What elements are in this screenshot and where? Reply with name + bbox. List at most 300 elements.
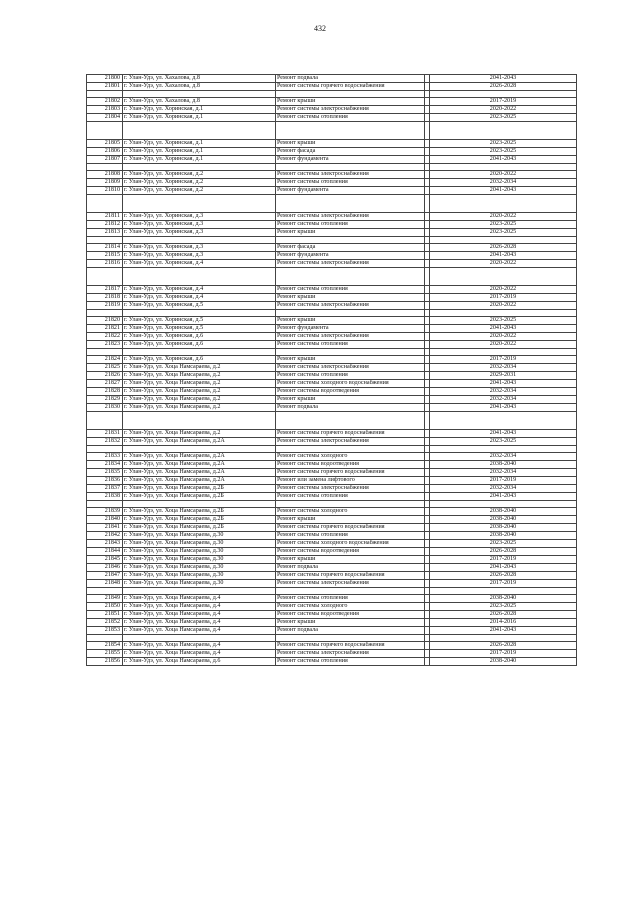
spacer-cell xyxy=(430,310,577,317)
spacer-cell xyxy=(430,164,577,171)
row-period: 2038-2040 xyxy=(430,461,577,469)
row-address: г. Улан-Удэ, ул. Хоринская, д.5 xyxy=(123,317,276,325)
row-address: г. Улан-Удэ, ул. Хоринская, д.5 xyxy=(123,325,276,333)
table-row xyxy=(87,140,577,148)
row-period: 2026-2028 xyxy=(430,572,577,580)
row-work-type: Ремонт системы холодного водоснабжения xyxy=(276,540,425,548)
table-row xyxy=(87,260,577,268)
row-address: г. Улан-Удэ, ул. Хоринская, д.3 xyxy=(123,229,276,237)
table-row xyxy=(87,372,577,380)
table-row xyxy=(87,572,577,580)
row-work-type: Ремонт системы электроснабжения xyxy=(276,106,425,114)
table-row xyxy=(87,611,577,619)
row-period: 2017-2019 xyxy=(430,556,577,564)
spacer-cell xyxy=(87,310,123,317)
row-address: г. Улан-Удэ, ул. Хоца Намсараева, д.2 xyxy=(123,372,276,380)
table-row xyxy=(87,658,577,666)
row-work-type: Ремонт системы отопления xyxy=(276,114,425,122)
row-number: 21829 xyxy=(87,396,123,404)
row-period: 2026-2028 xyxy=(430,83,577,91)
row-period: 2041-2043 xyxy=(430,187,577,195)
row-number: 21843 xyxy=(87,540,123,548)
row-number: 21848 xyxy=(87,580,123,588)
row-address: г. Улан-Удэ, ул. Хоринская, д.6 xyxy=(123,341,276,349)
spacer-cell xyxy=(276,635,425,642)
row-work-type: Ремонт фундамента xyxy=(276,156,425,164)
row-number: 21837 xyxy=(87,485,123,493)
row-work-type: Ремонт подвала xyxy=(276,564,425,572)
row-work-type: Ремонт подвала xyxy=(276,75,425,83)
row-period: 2038-2040 xyxy=(430,508,577,516)
row-period: 2020-2022 xyxy=(430,286,577,294)
row-period: 2041-2043 xyxy=(430,380,577,388)
row-work-type: Ремонт системы водоотведения xyxy=(276,548,425,556)
row-work-type: Ремонт крыши xyxy=(276,619,425,627)
row-work-type: Ремонт системы электроснабжения xyxy=(276,302,425,310)
row-work-type: Ремонт или замена лифтового xyxy=(276,477,425,485)
spacer-cell xyxy=(430,349,577,356)
row-address: г. Улан-Удэ, ул. Хоринская, д.4 xyxy=(123,260,276,268)
spacer-cell xyxy=(430,237,577,244)
table-row xyxy=(87,595,577,603)
row-period: 2032-2034 xyxy=(430,453,577,461)
table-row xyxy=(87,286,577,294)
row-period: 2020-2022 xyxy=(430,333,577,341)
row-address: г. Улан-Удэ, ул. Хоца Намсараева, д.2 xyxy=(123,388,276,396)
table-row xyxy=(87,156,577,164)
row-address: г. Улан-Удэ, ул. Хоринская, д.4 xyxy=(123,286,276,294)
row-work-type: Ремонт системы отопления xyxy=(276,221,425,229)
row-period: 2014-2016 xyxy=(430,619,577,627)
table-row xyxy=(87,548,577,556)
row-number: 21842 xyxy=(87,532,123,540)
row-period: 2023-2025 xyxy=(430,148,577,156)
table-row xyxy=(87,430,577,438)
spacer-cell xyxy=(430,501,577,508)
row-address: г. Улан-Удэ, ул. Хоца Намсараева, д.4 xyxy=(123,642,276,650)
row-period: 2026-2028 xyxy=(430,611,577,619)
row-period: 2017-2019 xyxy=(430,98,577,106)
table-row xyxy=(87,438,577,446)
row-work-type: Ремонт фасада xyxy=(276,148,425,156)
spacer-cell xyxy=(87,237,123,244)
row-number: 21822 xyxy=(87,333,123,341)
row-work-type: Ремонт подвала xyxy=(276,627,425,635)
row-period: 2020-2022 xyxy=(430,302,577,310)
row-address: г. Улан-Удэ, ул. Хоца Намсараева, д.30 xyxy=(123,540,276,548)
row-period: 2020-2022 xyxy=(430,106,577,114)
row-work-type: Ремонт системы холодного водоснабжения xyxy=(276,380,425,388)
row-address: г. Улан-Удэ, ул. Хоца Намсараева, д.2Б xyxy=(123,493,276,501)
spacer-cell xyxy=(87,412,123,430)
row-work-type: Ремонт системы отопления xyxy=(276,372,425,380)
row-period: 2017-2019 xyxy=(430,477,577,485)
row-number: 21836 xyxy=(87,477,123,485)
row-address: г. Улан-Удэ, ул. Хоринская, д.1 xyxy=(123,106,276,114)
row-number: 21809 xyxy=(87,179,123,187)
row-period: 2038-2040 xyxy=(430,658,577,666)
spacer-cell xyxy=(276,501,425,508)
row-period: 2032-2034 xyxy=(430,179,577,187)
spacer-row xyxy=(87,310,577,317)
row-period: 2023-2025 xyxy=(430,114,577,122)
row-period: 2038-2040 xyxy=(430,595,577,603)
row-work-type: Ремонт крыши xyxy=(276,516,425,524)
spacer-cell xyxy=(430,635,577,642)
row-work-type: Ремонт системы электроснабжения xyxy=(276,650,425,658)
row-address: г. Улан-Удэ, ул. Хоца Намсараева, д.2А xyxy=(123,477,276,485)
row-number: 21814 xyxy=(87,244,123,252)
table-row xyxy=(87,333,577,341)
spacer-cell xyxy=(276,349,425,356)
table-row xyxy=(87,244,577,252)
table-row xyxy=(87,404,577,412)
row-number: 21824 xyxy=(87,356,123,364)
row-number: 21844 xyxy=(87,548,123,556)
row-work-type: Ремонт фундамента xyxy=(276,252,425,260)
spacer-row xyxy=(87,635,577,642)
row-address: г. Улан-Удэ, ул. Хоринская, д.3 xyxy=(123,244,276,252)
row-number: 21802 xyxy=(87,98,123,106)
spacer-cell xyxy=(276,91,425,98)
row-address: г. Улан-Удэ, ул. Хоринская, д.6 xyxy=(123,356,276,364)
row-period: 2041-2043 xyxy=(430,252,577,260)
row-work-type: Ремонт системы отопления xyxy=(276,286,425,294)
row-address: г. Улан-Удэ, ул. Хоца Намсараева, д.2 xyxy=(123,396,276,404)
spacer-row xyxy=(87,501,577,508)
spacer-cell xyxy=(430,91,577,98)
row-address: г. Улан-Удэ, ул. Хоринская, д.1 xyxy=(123,140,276,148)
row-number: 21854 xyxy=(87,642,123,650)
row-period: 2023-2025 xyxy=(430,603,577,611)
table-row xyxy=(87,356,577,364)
spacer-row xyxy=(87,91,577,98)
row-address: г. Улан-Удэ, ул. Хоца Намсараева, д.2Б xyxy=(123,524,276,532)
spacer-cell xyxy=(276,237,425,244)
table-row xyxy=(87,477,577,485)
spacer-cell xyxy=(123,164,276,171)
spacer-cell xyxy=(123,588,276,595)
table-row xyxy=(87,75,577,83)
row-number: 21804 xyxy=(87,114,123,122)
row-period: 2020-2022 xyxy=(430,213,577,221)
row-work-type: Ремонт фундамента xyxy=(276,187,425,195)
row-work-type: Ремонт крыши xyxy=(276,98,425,106)
row-address: г. Улан-Удэ, ул. Хоца Намсараева, д.2А xyxy=(123,453,276,461)
row-number: 21826 xyxy=(87,372,123,380)
row-address: г. Улан-Удэ, ул. Хоринская, д.5 xyxy=(123,302,276,310)
row-number: 21856 xyxy=(87,658,123,666)
table-row xyxy=(87,469,577,477)
spacer-cell xyxy=(276,164,425,171)
table-row xyxy=(87,98,577,106)
row-address: г. Улан-Удэ, ул. Хоринская, д.2 xyxy=(123,171,276,179)
row-address: г. Улан-Удэ, ул. Хоца Намсараева, д.30 xyxy=(123,556,276,564)
row-number: 21833 xyxy=(87,453,123,461)
table-row xyxy=(87,516,577,524)
row-address: г. Улан-Удэ, ул. Хоца Намсараева, д.6 xyxy=(123,658,276,666)
row-period: 2026-2028 xyxy=(430,642,577,650)
row-number: 21831 xyxy=(87,430,123,438)
row-period: 2029-2031 xyxy=(430,372,577,380)
row-address: г. Улан-Удэ, ул. Хоца Намсараева, д.30 xyxy=(123,548,276,556)
row-work-type: Ремонт системы холодного xyxy=(276,508,425,516)
row-number: 21841 xyxy=(87,524,123,532)
spacer-cell xyxy=(87,349,123,356)
row-period: 2041-2043 xyxy=(430,404,577,412)
row-number: 21816 xyxy=(87,260,123,268)
spacer-row xyxy=(87,446,577,453)
row-number: 21819 xyxy=(87,302,123,310)
row-work-type: Ремонт системы горячего водоснабжения xyxy=(276,469,425,477)
spacer-cell xyxy=(87,635,123,642)
row-number: 21810 xyxy=(87,187,123,195)
row-number: 21835 xyxy=(87,469,123,477)
row-number: 21834 xyxy=(87,461,123,469)
row-address: г. Улан-Удэ, ул. Хахалова, д.8 xyxy=(123,98,276,106)
spacer-cell xyxy=(87,268,123,286)
table-row xyxy=(87,179,577,187)
spacer-cell xyxy=(276,122,425,140)
row-number: 21806 xyxy=(87,148,123,156)
spacer-cell xyxy=(87,122,123,140)
spacer-row xyxy=(87,588,577,595)
row-address: г. Улан-Удэ, ул. Хоца Намсараева, д.30 xyxy=(123,532,276,540)
row-work-type: Ремонт системы электроснабжения xyxy=(276,333,425,341)
row-period: 2032-2034 xyxy=(430,388,577,396)
row-address: г. Улан-Удэ, ул. Хоринская, д.3 xyxy=(123,213,276,221)
row-number: 21849 xyxy=(87,595,123,603)
table-row xyxy=(87,461,577,469)
table-row xyxy=(87,213,577,221)
row-number: 21839 xyxy=(87,508,123,516)
row-work-type: Ремонт системы отопления xyxy=(276,493,425,501)
table-row xyxy=(87,317,577,325)
row-work-type: Ремонт системы электроснабжения xyxy=(276,438,425,446)
spacer-row xyxy=(87,122,577,140)
row-work-type: Ремонт системы электроснабжения xyxy=(276,364,425,372)
row-work-type: Ремонт системы отопления xyxy=(276,179,425,187)
row-address: г. Улан-Удэ, ул. Хоца Намсараева, д.2А xyxy=(123,461,276,469)
row-number: 21811 xyxy=(87,213,123,221)
spacer-cell xyxy=(87,91,123,98)
row-address: г. Улан-Удэ, ул. Хоца Намсараева, д.2 xyxy=(123,430,276,438)
spacer-cell xyxy=(430,588,577,595)
row-address: г. Улан-Удэ, ул. Хоца Намсараева, д.4 xyxy=(123,619,276,627)
repair-schedule-table xyxy=(86,74,577,666)
row-work-type: Ремонт системы отопления xyxy=(276,658,425,666)
spacer-cell xyxy=(87,588,123,595)
row-period: 2017-2019 xyxy=(430,580,577,588)
row-work-type: Ремонт крыши xyxy=(276,556,425,564)
spacer-cell xyxy=(87,195,123,213)
row-number: 21807 xyxy=(87,156,123,164)
table-row xyxy=(87,229,577,237)
row-work-type: Ремонт системы горячего водоснабжения xyxy=(276,572,425,580)
row-address: г. Улан-Удэ, ул. Хоца Намсараева, д.2Б xyxy=(123,508,276,516)
row-work-type: Ремонт крыши xyxy=(276,140,425,148)
row-address: г. Улан-Удэ, ул. Хоринская, д.2 xyxy=(123,187,276,195)
row-work-type: Ремонт системы горячего водоснабжения xyxy=(276,642,425,650)
row-period: 2041-2043 xyxy=(430,564,577,572)
row-address: г. Улан-Удэ, ул. Хоца Намсараева, д.4 xyxy=(123,595,276,603)
row-address: г. Улан-Удэ, ул. Хоца Намсараева, д.2А xyxy=(123,469,276,477)
spacer-row xyxy=(87,349,577,356)
table-row xyxy=(87,580,577,588)
row-work-type: Ремонт крыши xyxy=(276,229,425,237)
row-number: 21847 xyxy=(87,572,123,580)
spacer-cell xyxy=(123,237,276,244)
row-number: 21805 xyxy=(87,140,123,148)
row-work-type: Ремонт системы холодного xyxy=(276,603,425,611)
spacer-cell xyxy=(276,412,425,430)
spacer-cell xyxy=(123,501,276,508)
table-row xyxy=(87,148,577,156)
row-period: 2023-2025 xyxy=(430,221,577,229)
row-work-type: Ремонт системы водоотведения xyxy=(276,611,425,619)
row-period: 2041-2043 xyxy=(430,493,577,501)
row-period: 2017-2019 xyxy=(430,650,577,658)
table-row xyxy=(87,556,577,564)
row-work-type: Ремонт системы электроснабжения xyxy=(276,171,425,179)
table-body xyxy=(87,75,577,666)
row-number: 21818 xyxy=(87,294,123,302)
table-row xyxy=(87,341,577,349)
table-row xyxy=(87,252,577,260)
row-number: 21825 xyxy=(87,364,123,372)
spacer-row xyxy=(87,268,577,286)
spacer-row xyxy=(87,164,577,171)
table-row xyxy=(87,388,577,396)
row-period: 2026-2028 xyxy=(430,244,577,252)
spacer-cell xyxy=(123,195,276,213)
table-row xyxy=(87,294,577,302)
row-address: г. Улан-Удэ, ул. Хахалова, д.8 xyxy=(123,75,276,83)
row-address: г. Улан-Удэ, ул. Хоца Намсараева, д.4 xyxy=(123,611,276,619)
spacer-cell xyxy=(123,446,276,453)
table-row xyxy=(87,325,577,333)
row-work-type: Ремонт системы отопления xyxy=(276,532,425,540)
row-work-type: Ремонт крыши xyxy=(276,396,425,404)
row-period: 2023-2025 xyxy=(430,140,577,148)
page-number: 432 xyxy=(314,24,326,33)
row-address: г. Улан-Удэ, ул. Хоринская, д.1 xyxy=(123,114,276,122)
row-period: 2017-2019 xyxy=(430,294,577,302)
row-period: 2041-2043 xyxy=(430,627,577,635)
row-address: г. Улан-Удэ, ул. Хоца Намсараева, д.2Б xyxy=(123,516,276,524)
table-row xyxy=(87,485,577,493)
spacer-cell xyxy=(123,635,276,642)
row-work-type: Ремонт системы горячего водоснабжения xyxy=(276,83,425,91)
table-row xyxy=(87,532,577,540)
row-work-type: Ремонт системы электроснабжения xyxy=(276,485,425,493)
row-period: 2032-2034 xyxy=(430,469,577,477)
row-work-type: Ремонт системы электроснабжения xyxy=(276,260,425,268)
table-row xyxy=(87,302,577,310)
row-work-type: Ремонт системы водоотведения xyxy=(276,461,425,469)
row-address: г. Улан-Удэ, ул. Хахалова, д.8 xyxy=(123,83,276,91)
row-number: 21840 xyxy=(87,516,123,524)
row-period: 2020-2022 xyxy=(430,171,577,179)
table-row xyxy=(87,171,577,179)
spacer-cell xyxy=(276,195,425,213)
row-number: 21800 xyxy=(87,75,123,83)
spacer-cell xyxy=(276,588,425,595)
row-address: г. Улан-Удэ, ул. Хоца Намсараева, д.2 xyxy=(123,404,276,412)
spacer-cell xyxy=(430,268,577,286)
row-work-type: Ремонт системы отопления xyxy=(276,595,425,603)
row-period: 2038-2040 xyxy=(430,524,577,532)
table-row xyxy=(87,627,577,635)
row-number: 21832 xyxy=(87,438,123,446)
row-work-type: Ремонт системы холодного xyxy=(276,453,425,461)
table-row xyxy=(87,642,577,650)
row-address: г. Улан-Удэ, ул. Хоринская, д.4 xyxy=(123,294,276,302)
row-number: 21852 xyxy=(87,619,123,627)
row-number: 21828 xyxy=(87,388,123,396)
table-row xyxy=(87,83,577,91)
row-number: 21850 xyxy=(87,603,123,611)
row-number: 21801 xyxy=(87,83,123,91)
table-row xyxy=(87,540,577,548)
table-row xyxy=(87,221,577,229)
spacer-cell xyxy=(123,268,276,286)
row-period: 2038-2040 xyxy=(430,532,577,540)
table-row xyxy=(87,106,577,114)
table-row xyxy=(87,187,577,195)
row-number: 21803 xyxy=(87,106,123,114)
table-row xyxy=(87,650,577,658)
spacer-cell xyxy=(430,412,577,430)
row-work-type: Ремонт крыши xyxy=(276,317,425,325)
row-number: 21838 xyxy=(87,493,123,501)
row-number: 21851 xyxy=(87,611,123,619)
row-number: 21821 xyxy=(87,325,123,333)
row-period: 2038-2040 xyxy=(430,516,577,524)
row-number: 21827 xyxy=(87,380,123,388)
table-row xyxy=(87,453,577,461)
row-period: 2023-2025 xyxy=(430,317,577,325)
row-work-type: Ремонт крыши xyxy=(276,294,425,302)
row-period: 2041-2043 xyxy=(430,156,577,164)
table-row xyxy=(87,396,577,404)
spacer-cell xyxy=(123,412,276,430)
row-number: 21855 xyxy=(87,650,123,658)
spacer-cell xyxy=(430,195,577,213)
row-period: 2023-2025 xyxy=(430,438,577,446)
table-row xyxy=(87,619,577,627)
spacer-cell xyxy=(87,446,123,453)
spacer-cell xyxy=(123,91,276,98)
row-number: 21820 xyxy=(87,317,123,325)
table-row xyxy=(87,364,577,372)
table-row xyxy=(87,493,577,501)
spacer-cell xyxy=(276,310,425,317)
row-number: 21846 xyxy=(87,564,123,572)
row-address: г. Улан-Удэ, ул. Хоринская, д.3 xyxy=(123,221,276,229)
table-row xyxy=(87,564,577,572)
row-address: г. Улан-Удэ, ул. Хоца Намсараева, д.2А xyxy=(123,438,276,446)
row-address: г. Улан-Удэ, ул. Хоца Намсараева, д.2Б xyxy=(123,485,276,493)
row-address: г. Улан-Удэ, ул. Хоца Намсараева, д.30 xyxy=(123,572,276,580)
row-address: г. Улан-Удэ, ул. Хоца Намсараева, д.4 xyxy=(123,627,276,635)
spacer-cell xyxy=(123,349,276,356)
row-address: г. Улан-Удэ, ул. Хоринская, д.6 xyxy=(123,333,276,341)
spacer-cell xyxy=(87,164,123,171)
row-period: 2032-2034 xyxy=(430,485,577,493)
row-period: 2041-2043 xyxy=(430,430,577,438)
row-number: 21830 xyxy=(87,404,123,412)
